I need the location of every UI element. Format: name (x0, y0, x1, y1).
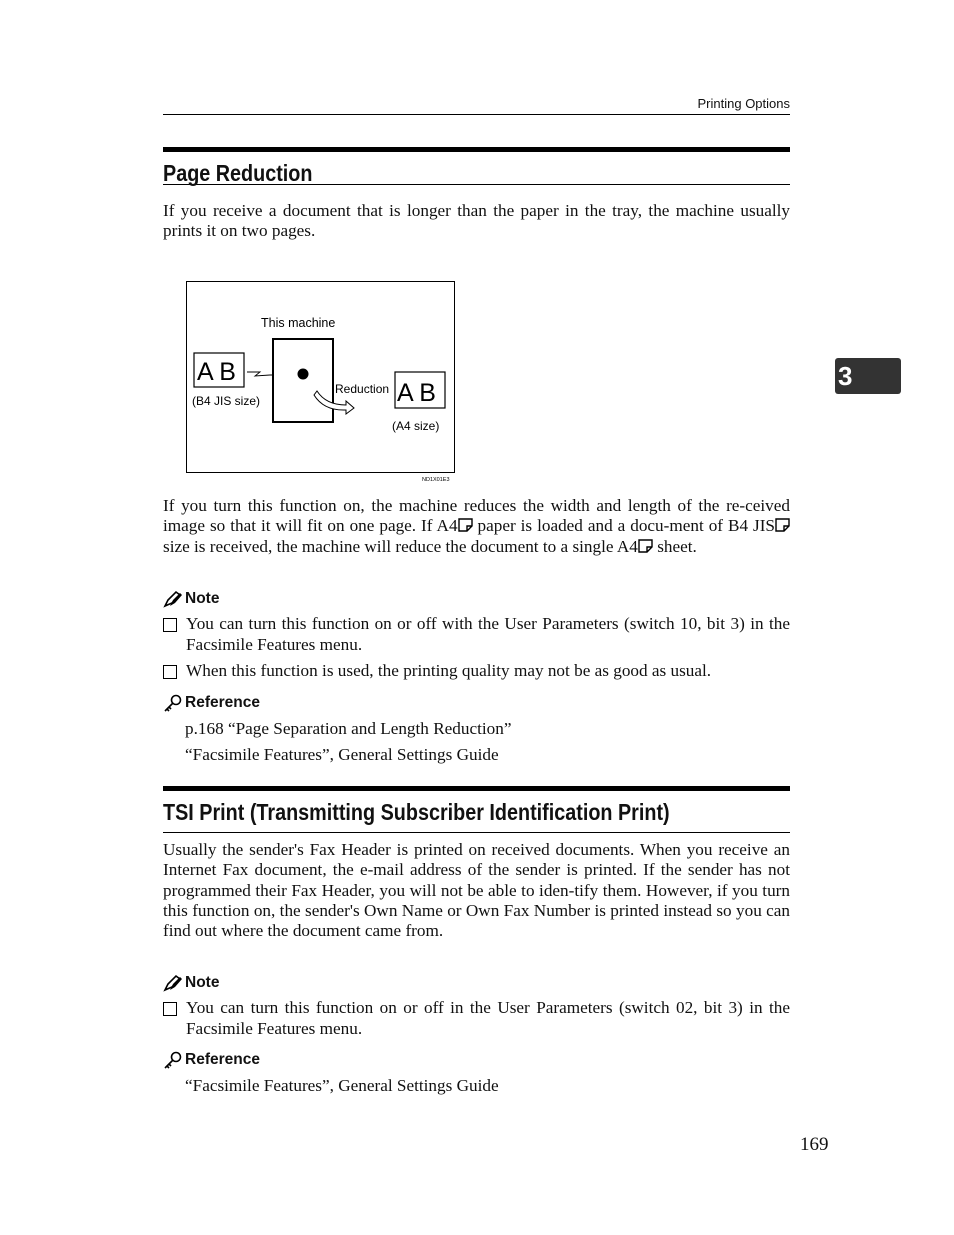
key-icon (163, 694, 183, 712)
note-text: You can turn this function on or off in the User Parameters (switch 02, bit 3) in the Facsimile Features menu. (186, 998, 790, 1038)
reference-heading (163, 1051, 260, 1069)
body-part-4: sheet. (652, 536, 697, 556)
page-number: 169 (800, 1134, 829, 1155)
reduction-label: Reduction (335, 382, 390, 396)
intro-paragraph: If you receive a document that is longer than the paper in the tray, the machine usually prints it on two pages. (163, 201, 790, 241)
checkbox-icon (163, 665, 177, 679)
note-item (163, 614, 790, 655)
reference-link[interactable]: p.168 “Page Separation and Length Reduction” (185, 719, 512, 738)
portrait-paper-icon (458, 518, 473, 532)
machine-dot (298, 369, 309, 380)
body-part-2: paper is loaded and a docu-ment of B4 JIS (472, 516, 775, 536)
machine-box (273, 339, 333, 422)
output-letters: A B (397, 379, 436, 407)
pencil-icon (163, 590, 183, 608)
pencil-icon (163, 974, 183, 992)
checkbox-icon (163, 1002, 177, 1016)
reference-link[interactable]: “Facsimile Features”, General Settings Guide (185, 1076, 499, 1095)
portrait-paper-icon (638, 539, 653, 553)
body-part-1: If you turn this function on, the machine reduces the width and length of the re-ceived image so that it will fit on one page. If A4 (163, 496, 790, 536)
key-icon (163, 1051, 183, 1069)
reference-heading (163, 694, 260, 712)
machine-label: This machine (261, 316, 336, 330)
reference-link[interactable]: “Facsimile Features”, General Settings Guide (185, 745, 499, 764)
portrait-paper-icon (775, 518, 790, 532)
figure-svg (186, 281, 455, 487)
figure-code: ND1X01E3 (422, 477, 450, 483)
note-label: Note (185, 974, 220, 991)
section-title-tsi-print (163, 786, 790, 833)
note-text: You can turn this function on or off with the User Parameters (switch 10, bit 3) in the Facsimile Features menu. (186, 614, 790, 654)
note-item (163, 661, 790, 682)
note-heading (163, 974, 219, 992)
section-title-text: TSI Print (Transmitting Subscriber Identification Print) (163, 799, 670, 825)
source-size-label: (B4 JIS size) (192, 394, 261, 408)
source-letters: A B (197, 358, 236, 386)
reference-label: Reference (185, 694, 260, 711)
tsi-paragraph: Usually the sender's Fax Header is printed on received documents. When you receive an Internet Fax document, the e-mail address of the sender is printed. If the sender has not programmed their Fax Header, you will not be able to iden-tify them. However, if you turn this function on, the sender's Own Name or Own Fax Number is printed instead so you can find out where the document came from. (163, 840, 790, 941)
note-label: Note (185, 590, 220, 607)
section-title-text: Page Reduction (163, 160, 313, 186)
output-size-label: (A4 size) (392, 419, 440, 433)
reference-label: Reference (185, 1051, 260, 1068)
page-reduction-figure (186, 281, 455, 487)
note-heading (163, 590, 219, 608)
chapter-tab: 3 (835, 358, 901, 394)
note-text: When this function is used, the printing quality may not be as good as usual. (186, 661, 712, 680)
checkbox-icon (163, 618, 177, 632)
body-part-3: size is received, the machine will reduce the document to a single A4 (163, 536, 638, 556)
section-title-page-reduction (163, 147, 790, 185)
running-head: Printing Options (163, 96, 790, 115)
function-description (163, 496, 790, 557)
note-item (163, 998, 790, 1039)
